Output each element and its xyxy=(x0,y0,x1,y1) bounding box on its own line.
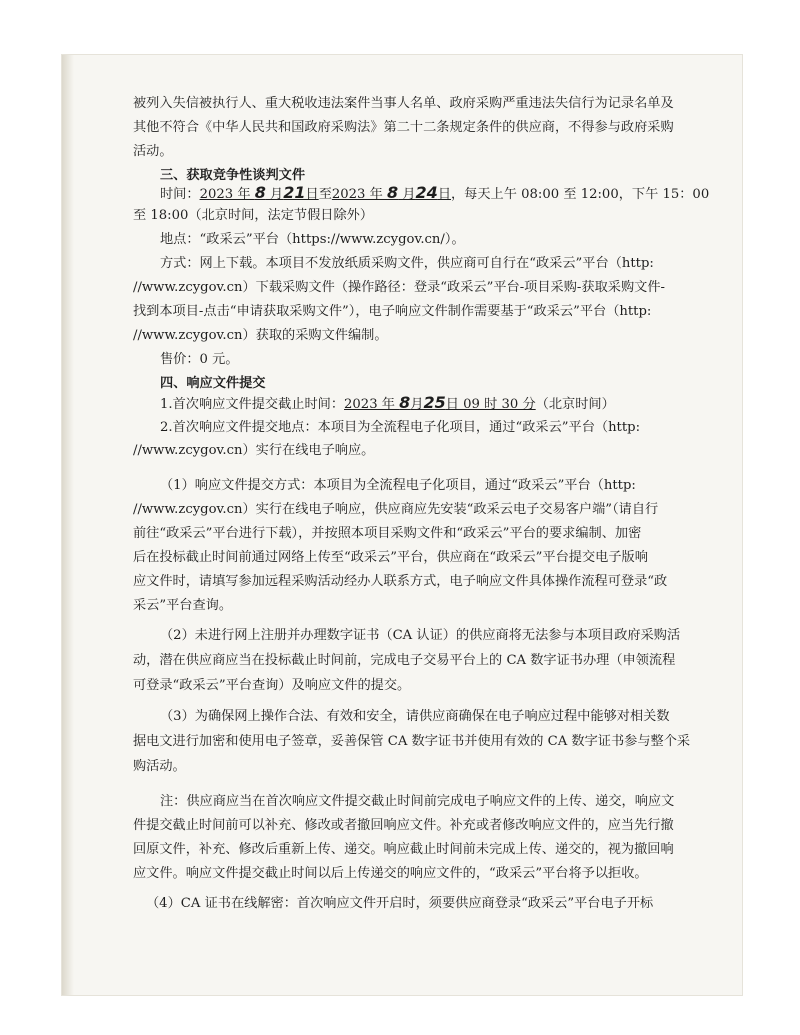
body-line: 据电文进行加密和使用电子签章，妥善保管 CA 数字证书并使用有效的 CA 数字证书参与整个采 xyxy=(133,734,691,749)
section-heading: 三、获取竞争性谈判文件 xyxy=(160,168,306,183)
body-line: 地点：“政采云”平台（https://www.zcygov.cn/）。 xyxy=(160,232,465,247)
body-line: 件提交截止时间前可以补充、修改或者撤回响应文件。补充或者修改响应文件的，应当先行撤 xyxy=(133,818,674,833)
body-line: 被列入失信被执行人、重大税收违法案件当事人名单、政府采购严重违法失信行为记录名单及 xyxy=(133,96,674,111)
time-line: 时间：2023 年 8 月21日至2023 年 8 月24日，每天上午 08:00 至 12:00，下午 15：00 xyxy=(160,183,710,202)
body-line: 可登录“政采云”平台查询）及响应文件的提交。 xyxy=(133,678,411,693)
section-heading: 四、响应文件提交 xyxy=(160,376,266,391)
body-line: 采云”平台查询。 xyxy=(133,598,233,613)
body-line: 方式：网上下载。本项目不发放纸质采购文件，供应商可自行在“政采云”平台（http: xyxy=(160,256,654,271)
body-line: 前往“政采云”平台进行下载），并按照本项目采购文件和“政采云”平台的要求编制、加密 xyxy=(133,526,642,541)
body-line: （2）未进行网上注册并办理数字证书（CA 认证）的供应商将无法参与本项目政府采购活 xyxy=(160,628,681,643)
paper-edge-shadow xyxy=(62,55,74,995)
body-line: 应文件时，请填写参加远程采购活动经办人联系方式，电子响应文件具体操作流程可登录“政 xyxy=(133,574,668,589)
body-line: //www.zcygov.cn）实行在线电子响应。 xyxy=(133,443,375,458)
body-line: 其他不符合《中华人民共和国政府采购法》第二十二条规定条件的供应商，不得参与政府采购 xyxy=(133,120,674,135)
body-line: 购活动。 xyxy=(133,759,186,774)
body-line: //www.zcygov.cn）实行在线电子响应，供应商应先安装“政采云电子交易客户端”（请自行 xyxy=(133,502,659,517)
handwritten-month: 8 xyxy=(399,393,411,412)
body-line: 后在投标截止时间前通过网络上传至“政采云”平台，供应商在“政采云”平台提交电子版响 xyxy=(133,550,648,565)
deadline-line: 1.首次响应文件提交截止时间：2023 年 8月25日 09 时 30 分（北京时间） xyxy=(160,393,615,412)
body-line: （1）响应文件提交方式：本项目为全流程电子化项目，通过“政采云”平台（http: xyxy=(160,478,636,493)
body-line: 2.首次响应文件提交地点：本项目为全流程电子化项目，通过“政采云”平台（http: xyxy=(160,420,641,435)
body-line: 回原文件，补充、修改后重新上传、递交。响应截止时间前未完成上传、递交的，视为撤回响 xyxy=(133,842,674,857)
body-line: //www.zcygov.cn）下载采购文件（操作路径：登录“政采云”平台-项目采购-获取采购文件- xyxy=(133,280,665,295)
handwritten-month: 8 xyxy=(387,183,399,202)
handwritten-day: 24 xyxy=(415,183,438,202)
handwritten-day: 25 xyxy=(423,393,446,412)
body-line: 找到本项目-点击“申请获取采购文件”），电子响应文件制作需要基于“政采云”平台（http: xyxy=(133,304,652,319)
body-line: 售价：0 元。 xyxy=(160,352,239,367)
body-line: （3）为确保网上操作合法、有效和安全，请供应商确保在电子响应过程中能够对相关数 xyxy=(160,709,670,724)
body-line: 活动。 xyxy=(133,144,173,159)
body-line: 动，潜在供应商应当在投标截止时间前，完成电子交易平台上的 CA 数字证书办理（申领流程 xyxy=(133,653,676,668)
body-line: 注：供应商应当在首次响应文件提交截止时间前完成电子响应文件的上传、递交，响应文 xyxy=(160,794,675,809)
body-line: 应文件。响应文件提交截止时间以后上传递交的响应文件的，“政采云”平台将予以拒收。 xyxy=(133,866,648,881)
body-line: （4）CA 证书在线解密：首次响应文件开启时，须要供应商登录“政采云”平台电子开标 xyxy=(146,896,654,911)
handwritten-day: 21 xyxy=(283,183,306,202)
handwritten-month: 8 xyxy=(254,183,266,202)
body-line: 至 18:00（北京时间，法定节假日除外） xyxy=(133,208,374,223)
body-line: //www.zcygov.cn）获取的采购文件编制。 xyxy=(133,328,388,343)
